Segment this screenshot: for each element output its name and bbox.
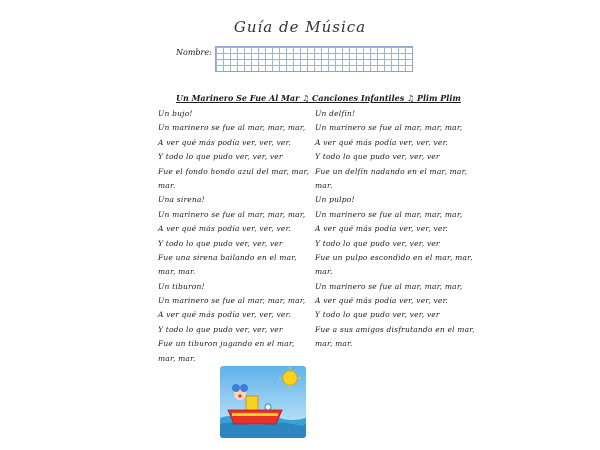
- page-title: Guía de Música: [233, 18, 367, 36]
- name-row: [176, 46, 413, 72]
- lyrics-left-column: [158, 107, 308, 366]
- song-subtitle: Un Marinero Se Fue Al Mar ♫ Canciones Infantiles ♫ Plim Plim: [176, 93, 461, 103]
- lyric-line: mar, mar.: [158, 267, 196, 277]
- lyric-line: A ver qué más podía ver, ver, ver.: [315, 137, 449, 147]
- lyric-line: A ver qué más podía ver, ver, ver.: [158, 224, 292, 234]
- lyric-line: Un marinero se fue al mar, mar, mar,: [315, 123, 463, 133]
- lyric-line: Un delfín!: [315, 109, 356, 118]
- clown-sailor-boat-icon: [220, 366, 306, 438]
- lyric-line: Un marinero se fue al mar, mar, mar,: [158, 123, 306, 133]
- lyric-line: Y todo lo que pudo ver, ver, ver: [315, 238, 440, 248]
- lyric-line: Una sirena!: [158, 195, 205, 205]
- lyric-line: Fue un tiburon jugando en el mar,: [158, 339, 295, 349]
- lyric-line: A ver qué más podía ver, ver, ver.: [158, 310, 292, 320]
- lyric-line: Fue un delfín nadando en el mar, mar,: [315, 166, 468, 176]
- lyric-line: Un marinero se fue al mar, mar, mar,: [315, 281, 463, 291]
- lyric-line: Un marinero se fue al mar, mar, mar,: [158, 296, 306, 306]
- lyric-line: A ver qué más podía ver, ver, ver.: [158, 137, 292, 147]
- lyric-line: Y todo lo que pudo ver, ver, ver: [315, 152, 440, 162]
- lyric-line: mar.: [158, 180, 176, 190]
- lyric-line: Y todo lo que pudo ver, ver, ver: [158, 324, 283, 334]
- lyric-line: Fue el fondo hondo azul del mar, mar,: [158, 166, 310, 176]
- lyrics-right-column: [315, 107, 475, 352]
- name-field[interactable]: [215, 46, 413, 72]
- lyric-line: Un marinero se fue al mar, mar, mar,: [158, 209, 306, 219]
- lyric-line: mar, mar.: [158, 353, 196, 363]
- lyric-line: Y todo lo que pudo ver, ver, ver: [315, 310, 440, 320]
- lyric-line: Un tiburon!: [158, 281, 205, 291]
- lyric-line: mar.: [315, 267, 333, 277]
- lyric-line: Un bujo!: [158, 109, 193, 118]
- lyric-line: Un marinero se fue al mar, mar, mar,: [315, 209, 463, 219]
- lyric-line: mar.: [315, 180, 333, 190]
- lyric-line: A ver qué más podía ver, ver, ver.: [315, 296, 449, 306]
- lyric-line: Fue un pulpo escondido en el mar, mar,: [315, 252, 473, 262]
- lyric-line: Y todo lo que pudo ver, ver, ver: [158, 238, 283, 248]
- lyric-line: Fue a sus amigos disfrutando en el mar,: [315, 324, 475, 334]
- lyric-line: Fue una sirena bailando en el mar,: [158, 252, 297, 262]
- lyric-line: Y todo lo que pudo ver, ver, ver: [158, 152, 283, 162]
- name-label: Nombre:: [176, 48, 212, 57]
- lyric-line: A ver qué más podía ver, ver, ver.: [315, 224, 449, 234]
- lyric-line: Un pulpo!: [315, 195, 355, 205]
- lyric-line: mar, mar.: [315, 339, 353, 349]
